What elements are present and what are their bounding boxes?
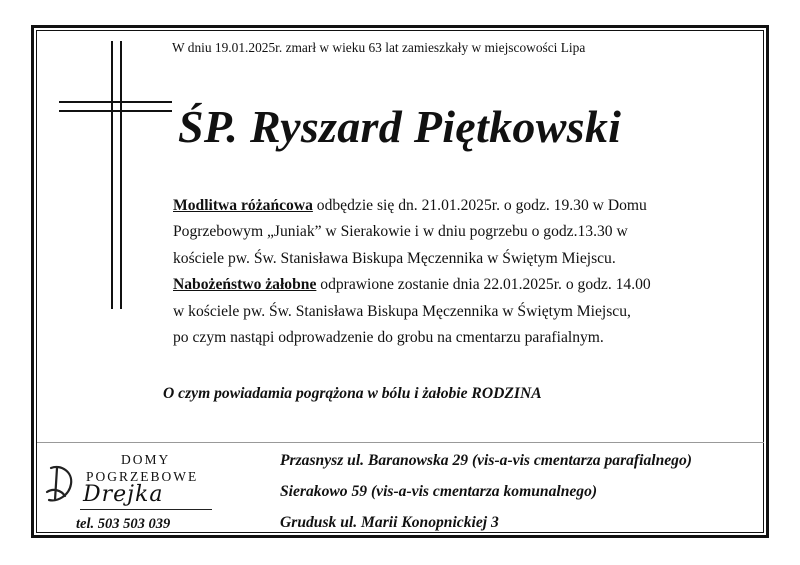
logo-text-domy: DOMY: [121, 452, 171, 467]
rosary-line-3: kościele pw. Św. Stanisława Biskupa Męczennika w Świętym Miejscu.: [173, 249, 616, 267]
address-przasnysz: Przasnysz ul. Baranowska 29 (vis-a-vis cmentarza parafialnego): [280, 452, 692, 469]
service-label: Nabożeństwo żałobne: [173, 276, 317, 294]
address-grudusk: Grudusk ul. Marii Konopnickiej 3: [280, 514, 499, 531]
logo-monogram-icon: [43, 462, 79, 506]
logo-text-drejka: Drejka: [83, 482, 164, 507]
logo-underline: [80, 509, 212, 510]
service-line-2: w kościele pw. Św. Stanisława Biskupa Męczennika w Świętym Miejscu,: [173, 302, 631, 320]
phone-number: tel. 503 503 039: [76, 516, 171, 532]
intro-text: W dniu 19.01.2025r. zmarł w wieku 63 lat zamieszkały w miejscowości Lipa: [172, 40, 586, 55]
closing-text: O czym powiadamia pogrążona w bólu i żałobie RODZINA: [163, 385, 542, 402]
ceremony-details: [173, 193, 733, 351]
deceased-name: ŚP. Ryszard Piętkowski: [178, 101, 622, 152]
service-line-1: Nabożeństwo żałobne odprawione zostanie dnia 22.01.2025r. o godz. 14.00: [173, 276, 651, 294]
logo-text-pogrzebowe: POGRZEBOWE: [86, 469, 199, 484]
rosary-line-2: Pogrzebowym „Juniak” w Sierakowie i w dniu pogrzebu o godz.13.30 w: [173, 223, 628, 241]
footer-divider: [37, 442, 764, 443]
service-line-3: po czym nastąpi odprowadzenie do grobu na cmentarzu parafialnym.: [173, 329, 604, 347]
address-sierakowo: Sierakowo 59 (vis-a-vis cmentarza komunalnego): [280, 483, 598, 500]
rosary-line-1: Modlitwa różańcowa odbędzie się dn. 21.01.2025r. o godz. 19.30 w Domu: [173, 197, 647, 214]
rosary-label: Modlitwa różańcowa: [173, 197, 313, 214]
